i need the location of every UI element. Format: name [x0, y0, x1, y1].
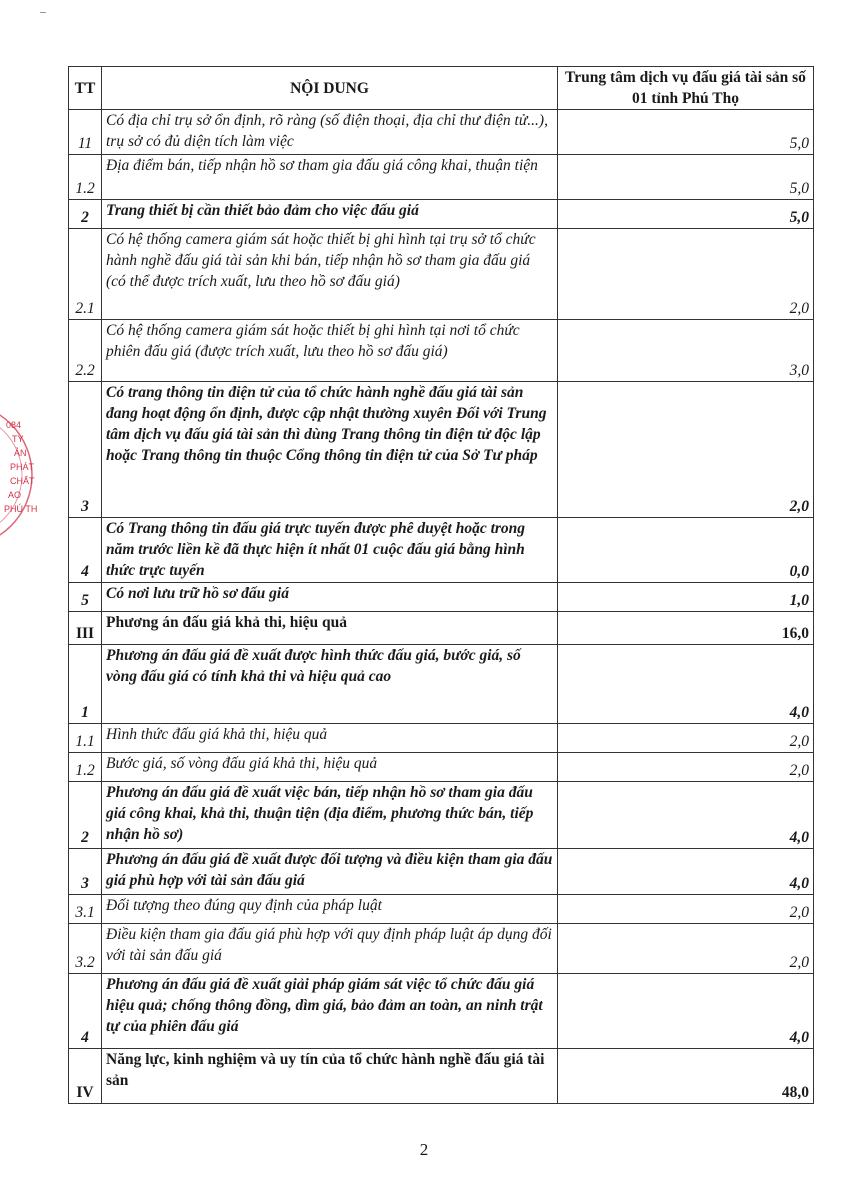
row-score: 4,0 — [558, 849, 814, 895]
row-content: Hình thức đấu giá khả thi, hiệu quả — [102, 724, 558, 753]
row-number: 1.1 — [69, 724, 102, 753]
row-score: 3,0 — [558, 320, 814, 382]
row-number: 1.2 — [69, 753, 102, 782]
table-row — [69, 155, 814, 200]
row-content: Có nơi lưu trữ hồ sơ đấu giá — [102, 583, 558, 612]
row-content: Có trang thông tin điện tử của tổ chức hành nghề đấu giá tài sản đang hoạt động ổn định, được cập nhật thường xuyên Đối với Trung tâm dịch vụ đấu giá tài sản thì dùng Trang thông tin điện tử độc lập hoặc Trang thông tin thuộc Cổng thông tin điện tử của Sở Tư pháp — [102, 382, 558, 518]
row-score: 1,0 — [558, 583, 814, 612]
row-number: 1.2 — [69, 155, 102, 200]
row-content: Đối tượng theo đúng quy định của pháp luật — [102, 895, 558, 924]
row-score: 5,0 — [558, 155, 814, 200]
row-score: 4,0 — [558, 974, 814, 1049]
row-number: 3 — [69, 382, 102, 518]
row-score: 48,0 — [558, 1049, 814, 1104]
table-row — [69, 229, 814, 320]
table-row — [69, 645, 814, 724]
header-org: Trung tâm dịch vụ đấu giá tài sản số 01 tỉnh Phú Thọ — [558, 67, 814, 110]
row-content: Có địa chỉ trụ sở ổn định, rõ ràng (số điện thoại, địa chỉ thư điện tử...), trụ sở có đủ diện tích làm việc — [102, 110, 558, 155]
row-number: 2.2 — [69, 320, 102, 382]
table-row — [69, 583, 814, 612]
header-tt: TT — [69, 67, 102, 110]
row-content: Có hệ thống camera giám sát hoặc thiết bị ghi hình tại nơi tổ chức phiên đấu giá (được trích xuất, lưu theo hồ sơ đấu giá) — [102, 320, 558, 382]
row-score: 2,0 — [558, 229, 814, 320]
seal-text: 084 TY ẢN PHÁT CHẤT AO PHÚ TH — [4, 420, 38, 514]
row-score: 5,0 — [558, 110, 814, 155]
row-score: 4,0 — [558, 782, 814, 849]
row-content: Trang thiết bị cần thiết bảo đảm cho việc đấu giá — [102, 200, 558, 229]
row-number: 3.2 — [69, 924, 102, 974]
row-content: Phương án đấu giá đề xuất giải pháp giám sát việc tổ chức đấu giá hiệu quả; chống thông đồng, dìm giá, bảo đảm an toàn, an ninh trật tự của phiên đấu giá — [102, 974, 558, 1049]
row-content: Phương án đấu giá khả thi, hiệu quả — [102, 612, 558, 645]
row-content: Phương án đấu giá đề xuất được đối tượng và điều kiện tham gia đấu giá phù hợp với tài sản đấu giá — [102, 849, 558, 895]
row-content: Địa điểm bán, tiếp nhận hồ sơ tham gia đấu giá công khai, thuận tiện — [102, 155, 558, 200]
table-row — [69, 200, 814, 229]
row-number: 4 — [69, 518, 102, 583]
row-number: 11 — [69, 110, 102, 155]
row-number: 2 — [69, 200, 102, 229]
row-score: 2,0 — [558, 924, 814, 974]
row-score: 2,0 — [558, 895, 814, 924]
table-row — [69, 782, 814, 849]
row-number: 1 — [69, 645, 102, 724]
row-score: 0,0 — [558, 518, 814, 583]
table-row — [69, 110, 814, 155]
table-row — [69, 895, 814, 924]
row-score: 2,0 — [558, 382, 814, 518]
row-score: 16,0 — [558, 612, 814, 645]
scan-mark — [40, 12, 46, 17]
scoring-table — [68, 66, 814, 1104]
row-number: 5 — [69, 583, 102, 612]
row-number: 3 — [69, 849, 102, 895]
row-number: IV — [69, 1049, 102, 1104]
row-score: 2,0 — [558, 724, 814, 753]
table-row — [69, 724, 814, 753]
row-content: Có hệ thống camera giám sát hoặc thiết bị ghi hình tại trụ sở tổ chức hành nghề đấu giá tài sản khi bán, tiếp nhận hồ sơ tham gia đấu giá (có thể được trích xuất, lưu theo hồ sơ đấu giá) — [102, 229, 558, 320]
row-number: 4 — [69, 974, 102, 1049]
page-number: 2 — [419, 1140, 429, 1159]
row-content: Có Trang thông tin đấu giá trực tuyến được phê duyệt hoặc trong năm trước liền kề đã thực hiện ít nhất 01 cuộc đấu giá bằng hình thức trực tuyến — [102, 518, 558, 583]
row-number: 2 — [69, 782, 102, 849]
row-score: 4,0 — [558, 645, 814, 724]
table-row — [69, 974, 814, 1049]
row-content: Điều kiện tham gia đấu giá phù hợp với quy định pháp luật áp dụng đối với tài sản đấu giá — [102, 924, 558, 974]
table-row — [69, 612, 814, 645]
table-row — [69, 320, 814, 382]
row-content: Bước giá, số vòng đấu giá khả thi, hiệu quả — [102, 753, 558, 782]
table-row — [69, 753, 814, 782]
header-content: NỘI DUNG — [102, 67, 558, 110]
table-row — [69, 924, 814, 974]
row-content: Phương án đấu giá đề xuất việc bán, tiếp nhận hồ sơ tham gia đấu giá công khai, khả thi, thuận tiện (địa điểm, phương thức bán, tiếp nhận hồ sơ) — [102, 782, 558, 849]
row-score: 2,0 — [558, 753, 814, 782]
row-number: III — [69, 612, 102, 645]
row-content: Phương án đấu giá đề xuất được hình thức đấu giá, bước giá, số vòng đấu giá có tính khả thi và hiệu quả cao — [102, 645, 558, 724]
row-content: Năng lực, kinh nghiệm và uy tín của tổ chức hành nghề đấu giá tài sản — [102, 1049, 558, 1104]
row-score: 5,0 — [558, 200, 814, 229]
table-row — [69, 849, 814, 895]
row-number: 2.1 — [69, 229, 102, 320]
row-number: 3.1 — [69, 895, 102, 924]
table-row — [69, 382, 814, 518]
table-row — [69, 518, 814, 583]
table-row — [69, 1049, 814, 1104]
